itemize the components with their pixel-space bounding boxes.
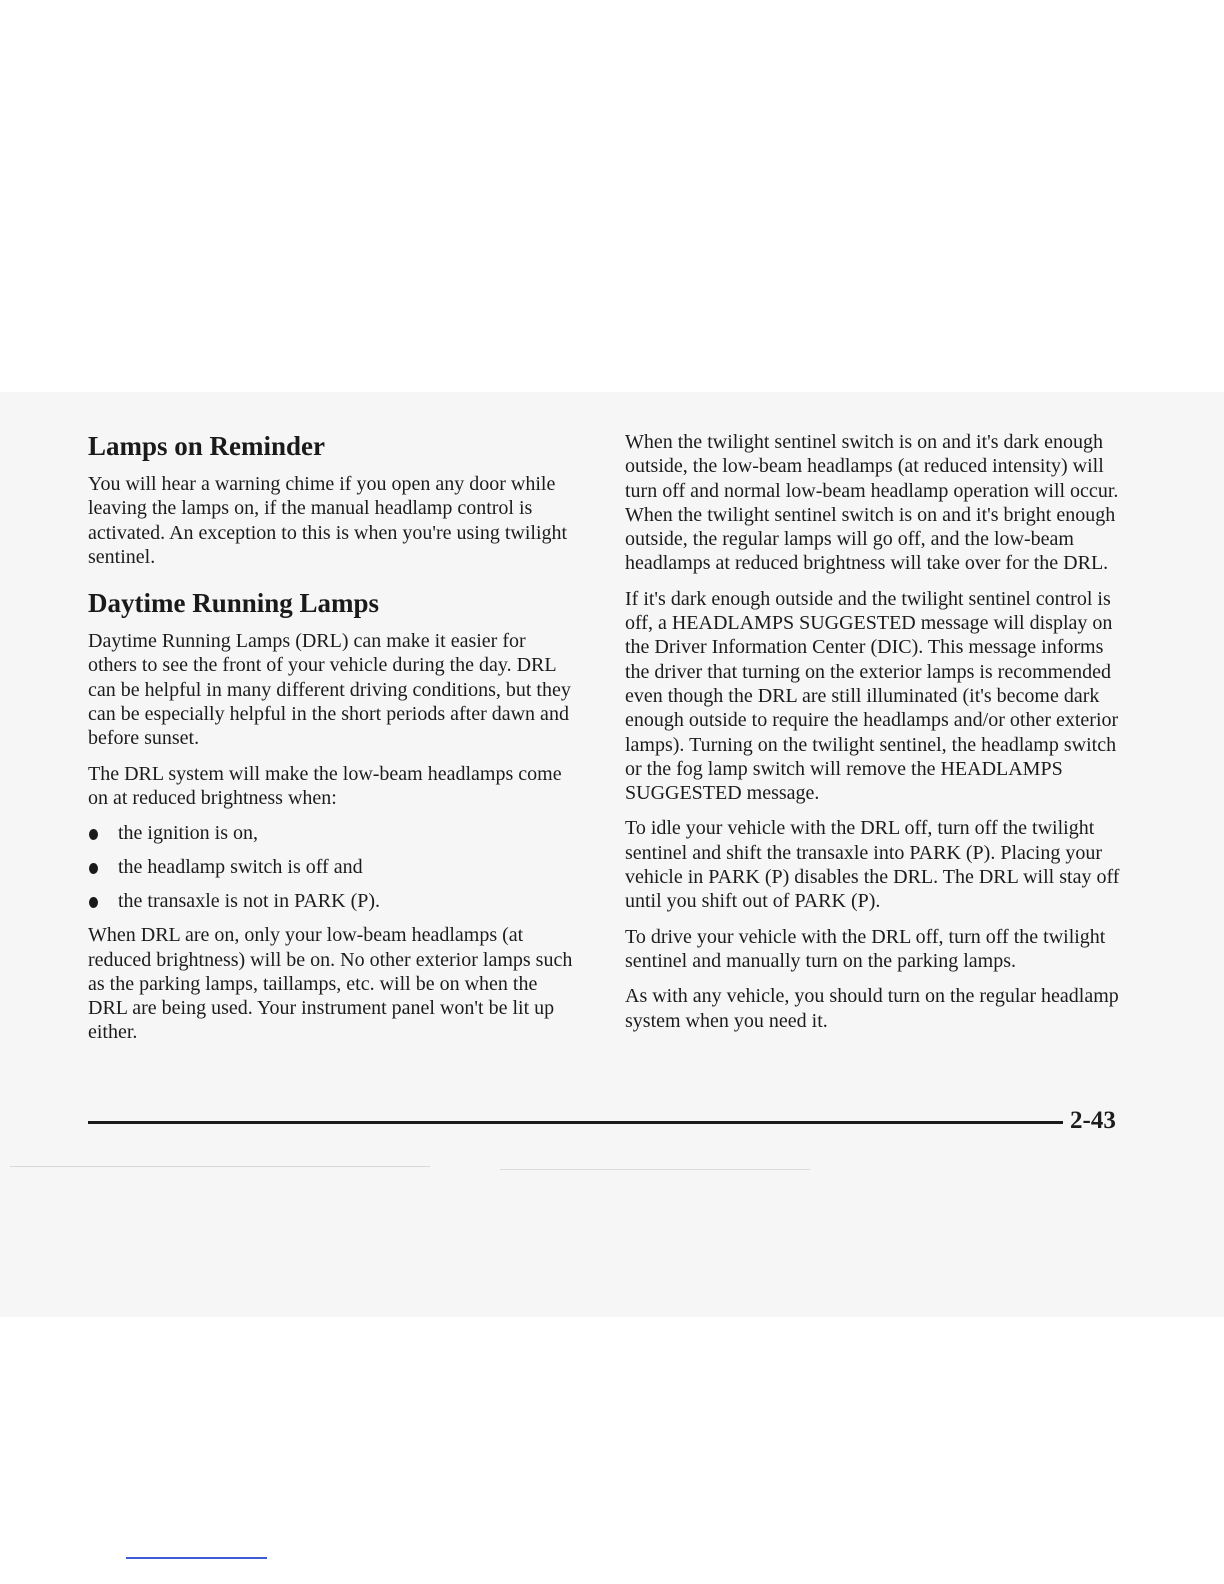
- paragraph-idle-vehicle: To idle your vehicle with the DRL off, turn off the twilight sentinel and shift the transaxle into PARK (P). Placing your vehicle in PARK (P) disables the DRL. The DRL will stay off until you shift out of PARK (P).: [625, 817, 1120, 913]
- blue-underline-mark: [126, 1557, 267, 1559]
- list-item-text: the ignition is on,: [118, 822, 258, 845]
- scan-artifact-line: [500, 1169, 810, 1170]
- right-column: [625, 430, 1125, 1044]
- list-item: [88, 821, 578, 845]
- paragraph-drl-on: When DRL are on, only your low-beam headlamps (at reduced brightness) will be on. No other exterior lamps such as the parking lamps, taillamps, etc. will be on when the DRL are being used. Your instrument panel won't be lit up either.: [88, 924, 573, 1044]
- bullet-icon: [89, 829, 98, 840]
- list-item: [88, 889, 578, 913]
- bullet-icon: [89, 897, 98, 908]
- scan-artifact-line: [10, 1166, 430, 1167]
- footer-rule: [88, 1121, 1063, 1124]
- list-item: [88, 855, 578, 879]
- left-column: [88, 430, 578, 1056]
- list-item-text: the headlamp switch is off and: [118, 856, 363, 879]
- paragraph-drl-conditions: The DRL system will make the low-beam headlamps come on at reduced brightness when:: [88, 762, 562, 809]
- heading-daytime-running-lamps: Daytime Running Lamps: [88, 588, 380, 619]
- bullet-list: [88, 821, 578, 913]
- paragraph-twilight-sentinel: When the twilight sentinel switch is on and it's dark enough outside, the low-beam headlamps (at reduced intensity) will turn off and normal low-beam headlamp operation will occur. When the twilight sentinel switch is on and it's bright enough outside, the regular lamps will go off, and the low-beam headlamps at reduced brightness will take over for the DRL.: [625, 431, 1119, 575]
- bullet-icon: [89, 863, 98, 874]
- paragraph-drive-drl-off: To drive your vehicle with the DRL off, turn off the twilight sentinel and manually turn on the parking lamps.: [625, 925, 1106, 972]
- paragraph-headlamps-suggested: If it's dark enough outside and the twilight sentinel control is off, a HEADLAMPS SUGGESTED message will display on the Driver Information Center (DIC). This message informs the driver that turning on the exterior lamps is recommended even though the DRL are still illuminated (it's become dark enough outside to require the headlamps and/or other exterior lamps). Turning on the twilight sentinel, the headlamp switch or the fog lamp switch will remove the HEADLAMPS SUGGESTED message.: [625, 587, 1119, 805]
- page-number: 2-43: [1070, 1107, 1116, 1134]
- heading-lamps-on-reminder: Lamps on Reminder: [88, 431, 326, 461]
- paragraph-lamps-reminder: You will hear a warning chime if you open any door while leaving the lamps on, if the manual headlamp control is activated. An exception to this is when you're using twilight sentinel.: [88, 473, 568, 568]
- paragraph-drl-intro: Daytime Running Lamps (DRL) can make it easier for others to see the front of your vehicle during the day. DRL can be helpful in many different driving conditions, but they can be especially helpful in the short periods after dawn and before sunset.: [88, 630, 571, 750]
- paragraph-regular-headlamp: As with any vehicle, you should turn on the regular headlamp system when you need it.: [625, 985, 1119, 1032]
- list-item-text: the transaxle is not in PARK (P).: [118, 890, 381, 913]
